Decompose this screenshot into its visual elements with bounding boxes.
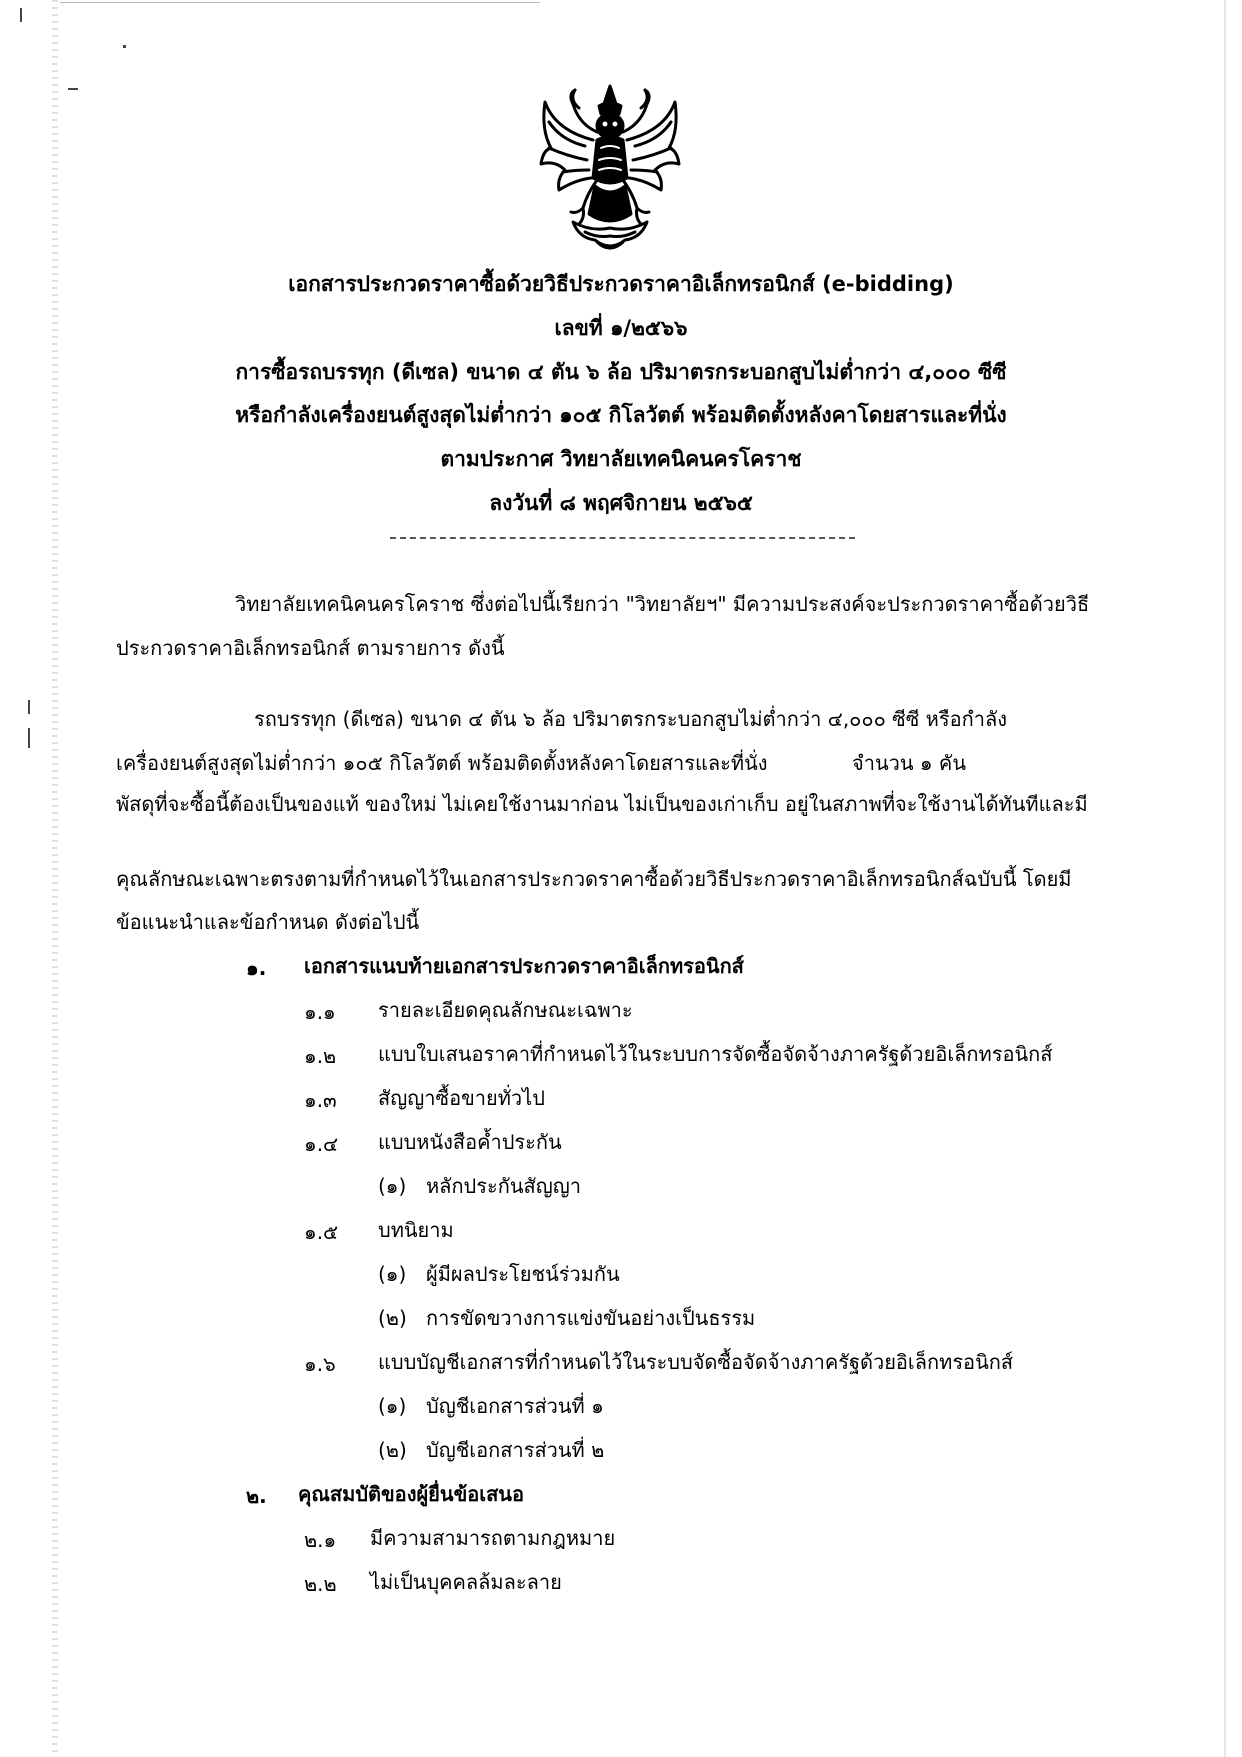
list-item-text: แบบหนังสือค้ำประกัน xyxy=(378,1130,562,1154)
conditions-line-2: คุณลักษณะเฉพาะตรงตามที่กำหนดไว้ในเอกสารประกวดราคาซื้อด้วยวิธีประกวดราคาอิเล็กทรอนิกส์ฉบับนี้ โดยมี xyxy=(116,867,1072,891)
sub-item-text: บัญชีเอกสารส่วนที่ ๑ xyxy=(426,1394,604,1418)
scan-mark xyxy=(68,88,78,90)
conditions-line-3: ข้อแนะนำและข้อกำหนด ดังต่อไปนี้ xyxy=(116,910,420,934)
section-1-title: เอกสารแนบท้ายเอกสารประกวดราคาอิเล็กทรอนิกส์ xyxy=(304,954,744,978)
intro-line-1: วิทยาลัยเทคนิคนครโคราช ซึ่งต่อไปนี้เรียกว่า "วิทยาลัยฯ" มีความประสงค์จะประกวดราคาซื้อด้วยวิธี xyxy=(235,592,1090,616)
sub-item-text: บัญชีเอกสารส่วนที่ ๒ xyxy=(426,1438,605,1462)
announcement-line: ตามประกาศ วิทยาลัยเทคนิคนครโคราช xyxy=(440,447,802,471)
scan-edge-left xyxy=(52,0,58,1757)
sub-item-number: (๑) xyxy=(378,1174,407,1198)
sub-item-number: (๒) xyxy=(378,1306,407,1330)
scan-mark xyxy=(20,8,22,22)
announcement-date: ลงวันที่ ๘ พฤศจิกายน ๒๕๖๕ xyxy=(489,491,753,515)
scan-mark xyxy=(28,700,30,714)
scan-edge-right xyxy=(1224,0,1226,1757)
document-title: เอกสารประกวดราคาซื้อด้วยวิธีประกวดราคาอิเล็กทรอนิกส์ (e-bidding) xyxy=(288,272,954,296)
list-item-text: บทนิยาม xyxy=(378,1218,454,1242)
list-item-text: รายละเอียดคุณลักษณะเฉพาะ xyxy=(378,998,633,1022)
list-item-number: ๑.๒ xyxy=(304,1044,337,1068)
section-2-number: ๒. xyxy=(246,1484,267,1508)
sub-item-number: (๑) xyxy=(378,1262,407,1286)
subject-line-2: หรือกำลังเครื่องยนต์สูงสุดไม่ต่ำกว่า ๑๐๕ กิโลวัตต์ พร้อมติดตั้งหลังคาโดยสารและที่นั่ง xyxy=(235,403,1007,427)
conditions-line-1: พัสดุที่จะซื้อนี้ต้องเป็นของแท้ ของใหม่ ไม่เคยใช้งานมาก่อน ไม่เป็นของเก่าเก็บ อยู่ในสภาพที่จะใช้งานได้ทันทีและมี xyxy=(116,792,1088,816)
list-item-number: ๒.๑ xyxy=(304,1528,337,1552)
section-1-number: ๑. xyxy=(246,956,267,980)
sub-item-text: การขัดขวางการแข่งขันอย่างเป็นธรรม xyxy=(426,1306,756,1330)
scan-mark xyxy=(123,45,126,48)
sub-item-text: หลักประกันสัญญา xyxy=(426,1174,582,1198)
intro-line-2: ประกวดราคาอิเล็กทรอนิกส์ ตามรายการ ดังนี้ xyxy=(116,636,505,660)
list-item-number: ๑.๖ xyxy=(304,1352,336,1376)
garuda-emblem-icon xyxy=(535,82,685,257)
section-2-title: คุณสมบัติของผู้ยื่นข้อเสนอ xyxy=(298,1482,524,1506)
list-item-text: แบบบัญชีเอกสารที่กำหนดไว้ในระบบจัดซื้อจัดจ้างภาครัฐด้วยอิเล็กทรอนิกส์ xyxy=(378,1350,1014,1374)
list-item-text: ไม่เป็นบุคคลล้มละลาย xyxy=(370,1570,562,1594)
scan-mark xyxy=(28,728,30,748)
document-number: เลขที่ ๑/๒๕๖๖ xyxy=(554,316,688,340)
item-quantity: จำนวน ๑ คัน xyxy=(852,751,966,775)
scan-edge-top xyxy=(60,2,540,3)
header-divider xyxy=(390,537,855,539)
list-item-text: แบบใบเสนอราคาที่กำหนดไว้ในระบบการจัดซื้อจัดจ้างภาครัฐด้วยอิเล็กทรอนิกส์ xyxy=(378,1042,1053,1066)
list-item-number: ๑.๑ xyxy=(304,1000,336,1024)
item-line-1: รถบรรทุก (ดีเซล) ขนาด ๔ ตัน ๖ ล้อ ปริมาตรกระบอกสูบไม่ต่ำกว่า ๔,๐๐๐ ซีซี หรือกำลัง xyxy=(254,707,1007,731)
list-item-number: ๑.๔ xyxy=(304,1132,339,1156)
sub-item-text: ผู้มีผลประโยชน์ร่วมกัน xyxy=(426,1262,620,1286)
list-item-text: สัญญาซื้อขายทั่วไป xyxy=(378,1086,545,1110)
subject-line-1: การซื้อรถบรรทุก (ดีเซล) ขนาด ๔ ตัน ๖ ล้อ ปริมาตรกระบอกสูบไม่ต่ำกว่า ๔,๐๐๐ ซีซี xyxy=(235,360,1007,384)
sub-item-number: (๒) xyxy=(378,1438,407,1462)
list-item-text: มีความสามารถตามกฎหมาย xyxy=(370,1526,616,1550)
sub-item-number: (๑) xyxy=(378,1394,407,1418)
list-item-number: ๑.๕ xyxy=(304,1220,339,1244)
list-item-number: ๑.๓ xyxy=(304,1088,337,1112)
list-item-number: ๒.๒ xyxy=(304,1572,337,1596)
item-line-2: เครื่องยนต์สูงสุดไม่ต่ำกว่า ๑๐๕ กิโลวัตต์ พร้อมติดตั้งหลังคาโดยสารและที่นั่ง xyxy=(116,751,768,775)
